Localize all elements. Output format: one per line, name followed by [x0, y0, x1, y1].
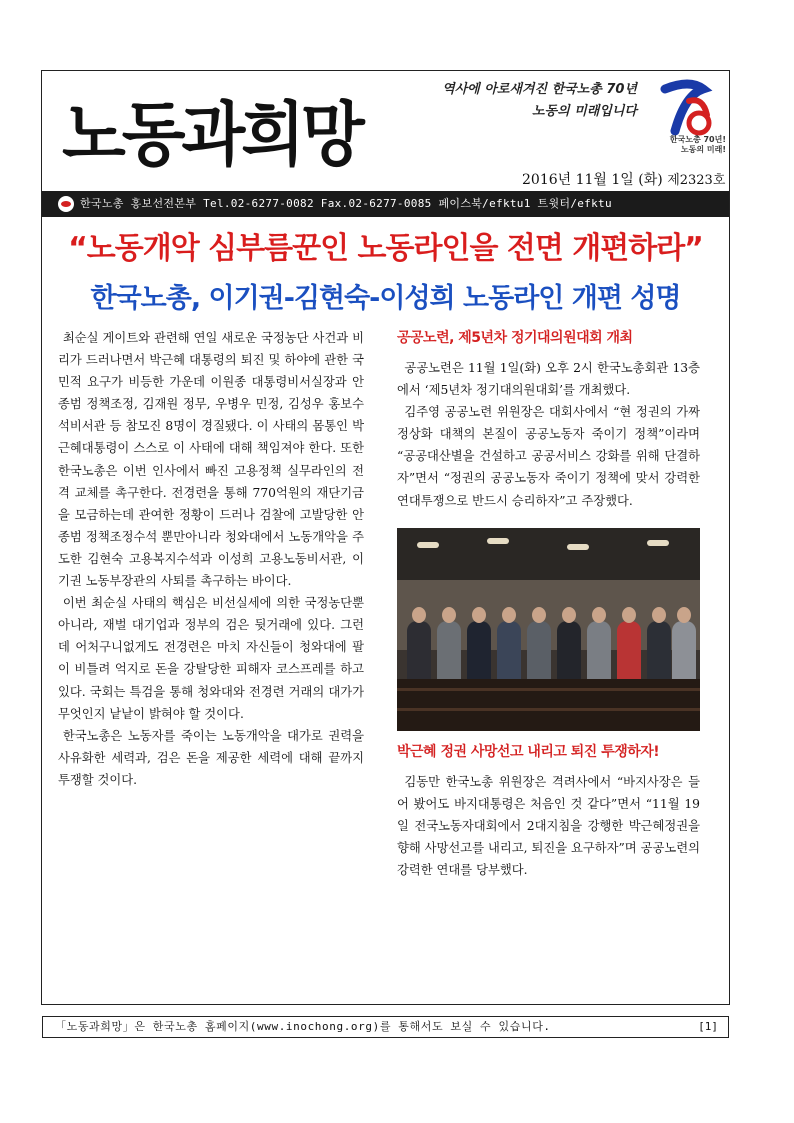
issue-date: 2016년 11월 1일 (화) — [522, 172, 663, 188]
main-headline: “노동개악 심부름꾼인 노동라인을 전면 개편하라” — [68, 231, 703, 266]
photo-person — [467, 621, 491, 683]
emblem-caption-line-2: 노동의 미래! — [680, 145, 726, 154]
photo-lamp — [567, 544, 589, 550]
photo-head — [442, 607, 456, 623]
photo-head — [677, 607, 691, 623]
page-number: [1] — [698, 1020, 718, 1033]
article-paragraph: 최순실 게이트와 관련해 연일 새로운 국정농단 사건과 비리가 드러나면서 박근혜 대통령의 퇴진 및 하야에 관한 국민적 요구가 비등한 가운데 이원종 대통령비서실장과 안종범 정책조정, 김재원 정무, 우병우 민정, 김성우 홍보수석비서관 등 참모진 8명이 경질됐다. 이 사태의 몸통인 박근혜대통령이 스스로 이 사태에 대해 책임져야 한다. 또한 한국노총은 이번 인사에서 빠진 고용정책 실무라인의 전격 교체를 촉구한다. 전경련을 통해 770억원의 재단기금을 모금하는데 관여한 정황이 드러나 검찰에 고발당한 안종범 정책조정수석 뿐만아니라 청와대에서 노동개악을 주도한 김현숙 고용복지수석과 이성희 고용노동비서관, 이기권 노동부장관의 사퇴를 촉구하는 바이다. — [58, 331, 364, 589]
photo-lamp — [417, 542, 439, 548]
article-paragraph: 김동만 한국노총 위원장은 격려사에서 “바지사장은 들어 봤어도 바지대통령은 처음인 것 같다”면서 “11월 19일 전국노동자대회에서 2대지침을 강행한 박근혜정권을 향해 사망선고를 내리고, 퇴진을 요구하자”며 공공노련의 강력한 연대를 당부했다. — [397, 774, 700, 878]
left-column-article — [58, 327, 364, 791]
photo-head — [532, 607, 546, 623]
photo-lamp — [647, 540, 669, 546]
photo-person — [672, 621, 696, 683]
photo-head — [652, 607, 666, 623]
photo-person — [587, 621, 611, 683]
convention-photo — [397, 528, 700, 731]
right-column-article — [397, 327, 700, 881]
photo-tables — [397, 679, 700, 731]
contact-info-bar — [42, 191, 729, 217]
photo-person — [527, 621, 551, 683]
slogan — [427, 79, 637, 123]
sub-headline: 한국노총, 이기권-김현숙-이성희 노동라인 개편 성명 — [90, 283, 681, 314]
emblem-caption-line-1: 한국노총 70년! — [669, 135, 726, 144]
photo-person — [407, 621, 431, 683]
photo-lamp — [487, 538, 509, 544]
section-title-rally: 박근혜 정권 사망선고 내리고 퇴진 투쟁하자! — [397, 743, 660, 760]
photo-person — [437, 621, 461, 683]
photo-head — [502, 607, 516, 623]
footer-bar — [42, 1016, 729, 1038]
slogan-line-1: 역사에 아로새겨진 한국노총 70년 — [442, 82, 637, 97]
photo-head — [412, 607, 426, 623]
photo-table-edge — [397, 708, 700, 711]
photo-head — [562, 607, 576, 623]
dateline — [522, 169, 725, 189]
photo-head — [592, 607, 606, 623]
photo-table-edge — [397, 688, 700, 691]
photo-ceiling — [397, 528, 700, 580]
article-paragraph: 이번 최순실 사태의 핵심은 비선실세에 의한 국정농단뿐 아니라, 재벌 대기업과 정부의 검은 뒷거래에 있다. 그런데 어처구니없게도 전경련은 마치 자신들이 청와대에 팔이 비틀려 억지로 돈을 강탈당한 피해자 코스프레를 하고 있다. 국회는 특검을 통해 청와대와 전경련 거래의 대가가 무엇인지 낱낱이 밝혀야 할 것이다. — [58, 596, 364, 721]
photo-head — [622, 607, 636, 623]
photo-person — [617, 621, 641, 683]
contact-info-text: 한국노총 홍보선전본부 Tel.02-6277-0082 Fax.02-6277-0085 페이스북/efktu1 트윗터/efktu — [80, 197, 612, 210]
emblem-caption — [656, 135, 726, 155]
slogan-line-2: 노동의 미래입니다 — [532, 104, 637, 119]
masthead — [42, 71, 729, 191]
article-paragraph: 김주영 공공노련 위원장은 대회사에서 “현 정권의 가짜 정상화 대책의 본질이 공공노동자 죽이기 정책”이라며 “공공대산별을 건설하고 공공서비스 강화를 위해 단결하자”면서 “정권의 공공노동자 죽이기 정책에 맞서 강력한 연대투쟁으로 반드시 승리하자”고 주장했다. — [397, 405, 700, 508]
article-paragraph: 공공노련은 11월 1일(화) 오후 2시 한국노총회관 13층에서 ‘제5년차 정기대의원대회’를 개최했다. — [397, 361, 700, 398]
article-paragraph: 한국노총은 노동자를 죽이는 노동개악을 대가로 권력을 사유화한 세력과, 검은 돈을 제공한 세력에 대해 끝까지 투쟁할 것이다. — [58, 728, 364, 787]
photo-person — [647, 621, 671, 683]
footer-note: 「노동과희망」은 한국노총 홈페이지(www.inochong.org)를 통해서도 보실 수 있습니다. — [55, 1020, 551, 1033]
newsletter-title: 노동과희망 — [62, 93, 361, 176]
fktu-logo-icon — [58, 196, 74, 212]
photo-person — [497, 621, 521, 683]
photo-person — [557, 621, 581, 683]
issue-number: 제2323호 — [667, 173, 726, 188]
section-title-convention: 공공노련, 제5년차 정기대의원대회 개최 — [397, 330, 633, 346]
photo-head — [472, 607, 486, 623]
